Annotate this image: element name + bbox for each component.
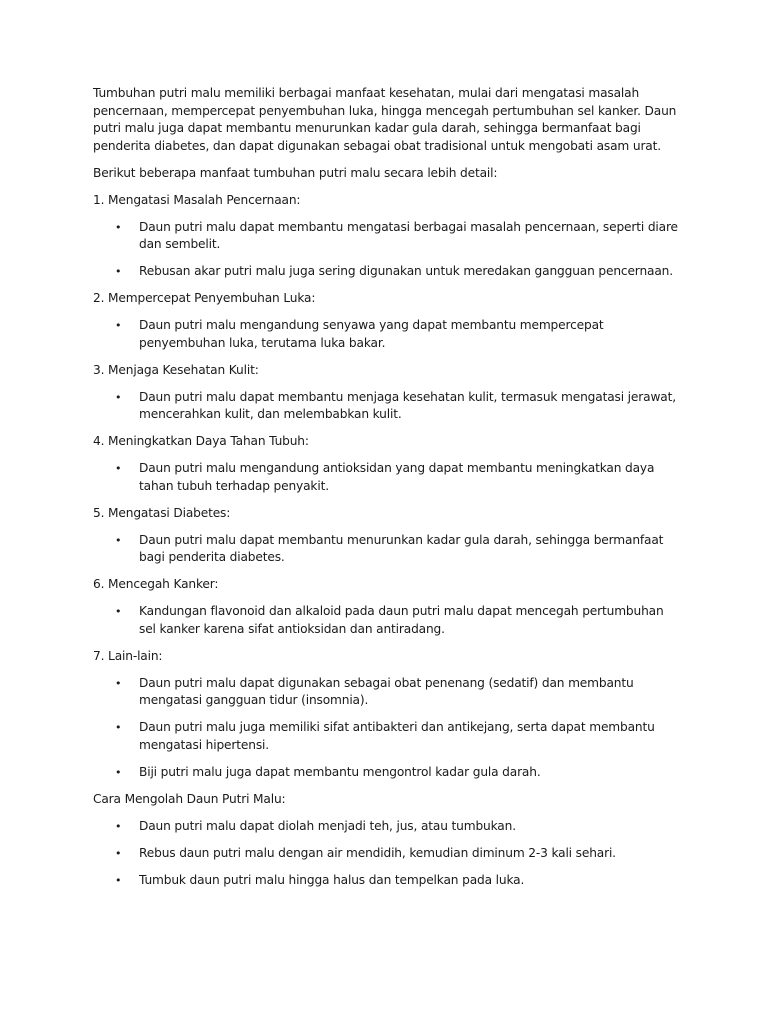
- bullet-item: [93, 872, 683, 890]
- sections-container: [93, 192, 683, 890]
- bullet-item: [93, 603, 683, 638]
- bullet-icon: •: [115, 390, 122, 404]
- bullet-item: [93, 263, 683, 281]
- bullet-icon: •: [115, 265, 122, 278]
- bullet-list: [93, 317, 683, 352]
- section-heading: 5. Mengatasi Diabetes:: [93, 505, 231, 520]
- bullet-text: Rebusan akar putri malu juga sering digunakan untuk meredakan gangguan pencernaan.: [139, 264, 673, 278]
- bullet-text: Rebus daun putri malu dengan air mendidih, kemudian diminum 2-3 kali sehari.: [139, 845, 616, 860]
- bullet-text: Daun putri malu mengandung antioksidan yang dapat membantu meningkatkan daya tahan tubuh terhadap penyakit.: [139, 461, 655, 493]
- bullet-item: [93, 317, 683, 352]
- bullet-item: [93, 764, 683, 782]
- bullet-icon: •: [115, 462, 122, 475]
- bullet-item: [93, 532, 683, 567]
- bullet-icon: •: [115, 721, 122, 734]
- bullet-item: [93, 675, 683, 710]
- lead-paragraph: Berikut beberapa manfaat tumbuhan putri malu secara lebih detail:: [93, 165, 498, 180]
- section-heading: 6. Mencegah Kanker:: [93, 577, 219, 591]
- bullet-list: [93, 675, 683, 782]
- bullet-text: Daun putri malu dapat membantu mengatasi berbagai masalah pencernaan, seperti diare dan sembelit.: [139, 219, 678, 251]
- section-heading: 4. Meningkatkan Daya Tahan Tubuh:: [93, 434, 309, 448]
- section-heading: Cara Mengolah Daun Putri Malu:: [93, 791, 286, 806]
- bullet-icon: •: [115, 873, 122, 887]
- bullet-text: Biji putri malu juga dapat membantu mengontrol kadar gula darah.: [139, 764, 541, 779]
- bullet-icon: •: [115, 676, 122, 690]
- document-page: [93, 85, 683, 899]
- section-heading: 7. Lain-lain:: [93, 648, 163, 663]
- bullet-text: Daun putri malu mengandung senyawa yang dapat membantu mempercepat penyembuhan luka, terutama luka bakar.: [139, 318, 604, 350]
- bullet-text: Daun putri malu dapat digunakan sebagai obat penenang (sedatif) dan membantu mengatasi gangguan tidur (insomnia).: [139, 675, 634, 707]
- bullet-item: [93, 389, 683, 424]
- bullet-item: [93, 219, 683, 254]
- bullet-text: Daun putri malu dapat diolah menjadi teh, jus, atau tumbukan.: [139, 818, 516, 833]
- section-heading: 1. Mengatasi Masalah Pencernaan:: [93, 192, 301, 207]
- bullet-text: Daun putri malu dapat membantu menurunkan kadar gula darah, sehingga bermanfaat bagi penderita diabetes.: [139, 532, 664, 564]
- section-heading: 3. Menjaga Kesehatan Kulit:: [93, 362, 259, 377]
- bullet-list: [93, 219, 683, 281]
- bullet-item: [93, 719, 683, 754]
- bullet-list: [93, 389, 683, 424]
- bullet-icon: •: [115, 846, 122, 860]
- intro-paragraph: Tumbuhan putri malu memiliki berbagai manfaat kesehatan, mulai dari mengatasi masalah pencernaan, mempercepat penyembuhan luka, hingga mencegah pertumbuhan sel kanker. Daun putri malu juga dapat membantu menurunkan kadar gula darah, sehingga bermanfaat bagi penderita diabetes, dan dapat digunakan sebagai obat tradisional untuk mengobati asam urat.: [93, 86, 677, 153]
- bullet-list: [93, 460, 683, 495]
- bullet-list: [93, 603, 683, 638]
- bullet-item: [93, 845, 683, 863]
- bullet-text: Kandungan flavonoid dan alkaloid pada daun putri malu dapat mencegah pertumbuhan sel kanker karena sifat antioksidan dan antiradang.: [139, 604, 664, 636]
- bullet-icon: •: [115, 819, 122, 833]
- bullet-icon: •: [115, 765, 122, 779]
- bullet-text: Tumbuk daun putri malu hingga halus dan tempelkan pada luka.: [139, 872, 525, 887]
- bullet-icon: •: [115, 533, 122, 547]
- bullet-item: [93, 460, 683, 495]
- bullet-icon: •: [115, 220, 122, 234]
- bullet-icon: •: [115, 605, 122, 618]
- bullet-list: [93, 532, 683, 567]
- bullet-text: Daun putri malu juga memiliki sifat antibakteri dan antikejang, serta dapat membantu mengatasi hipertensi.: [139, 720, 655, 752]
- bullet-text: Daun putri malu dapat membantu menjaga kesehatan kulit, termasuk mengatasi jerawat, mencerahkan kulit, dan melembabkan kulit.: [139, 389, 676, 421]
- bullet-item: [93, 818, 683, 836]
- bullet-icon: •: [115, 319, 122, 332]
- bullet-list: [93, 818, 683, 890]
- section-heading: 2. Mempercepat Penyembuhan Luka:: [93, 291, 316, 305]
